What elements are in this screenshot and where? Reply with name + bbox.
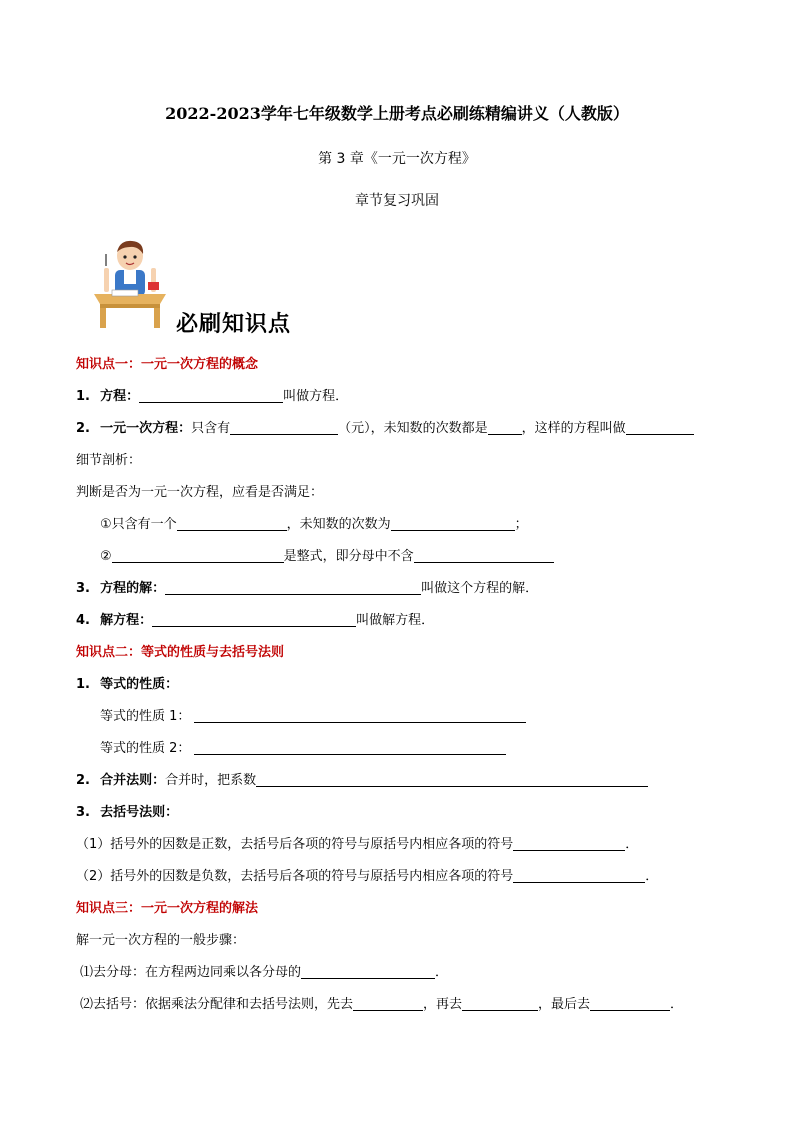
fill-blank[interactable] [353,996,423,1011]
fill-blank[interactable] [488,420,522,435]
item-text: ，这样的方程叫做 [521,421,626,436]
item-text: 等式的性质 2： [100,741,191,756]
judge-text: 判断是否为一元一次方程，应看是否满足： [76,485,324,500]
chapter-title: 第 3 章《一元一次方程》 [318,151,476,167]
item-label: 方程的解： [100,581,166,596]
item-text: ⑴去分母：在方程两边同乘以各分母的 [80,965,302,980]
fill-blank[interactable] [513,868,645,883]
item-text: ． [670,997,684,1012]
detail-heading: 细节剖析： [76,453,142,468]
section-heading-2: 知识点二：等式的性质与去括号法则 [76,645,285,660]
fill-blank[interactable] [112,548,284,563]
list-item [76,580,538,598]
item-label: 方程： [100,389,140,404]
rule-1 [76,836,638,854]
item-label: 一元一次方程： [100,421,192,436]
fill-blank[interactable] [414,548,554,563]
item-text: ，再去 [423,997,463,1012]
item-label: 解方程： [100,613,153,628]
item-text: ． [625,837,639,852]
list-item [76,388,348,406]
fill-blank[interactable] [513,836,625,851]
item-text: ⑵去括号：依据乘法分配律和去括号法则，先去 [80,997,354,1012]
step-2 [80,996,683,1014]
section-heading-1: 知识点一：一元一次方程的概念 [76,357,259,372]
item-text: 是整式，即分母中不含 [283,549,414,564]
step-1 [80,964,448,982]
fill-blank[interactable] [590,996,670,1011]
fill-blank[interactable] [230,420,338,435]
list-item [76,420,694,438]
section-subtitle: 章节复习巩固 [355,193,439,209]
fill-blank[interactable] [301,964,435,979]
document-title: 2022-2023学年七年级数学上册考点必刷练精编讲义（人教版） [165,104,629,123]
fill-blank[interactable] [256,772,648,787]
condition-1 [100,516,528,534]
item-text: ② [100,549,112,564]
item-text: ，最后去 [538,997,591,1012]
item-text: （2）括号外的因数是负数，去括号后各项的符号与原括号内相应各项的符号 [76,869,514,884]
property-2 [100,740,506,758]
steps-intro: 解一元一次方程的一般步骤： [76,933,246,948]
item-number: 3. [76,581,90,596]
item-number: 1. [76,677,90,692]
fill-blank[interactable] [194,740,506,755]
item-label: 等式的性质： [100,677,179,692]
condition-2 [100,548,554,566]
fill-blank[interactable] [626,420,694,435]
fill-blank[interactable] [165,580,421,595]
item-label: 去括号法则： [100,805,179,820]
fill-blank[interactable] [194,708,526,723]
item-text: 叫做方程． [283,389,349,404]
item-number: 2. [76,773,90,788]
item-text: 叫做解方程． [356,613,435,628]
item-number: 1. [76,389,90,404]
item-text: 叫做这个方程的解． [421,581,539,596]
item-number: 2. [76,421,90,436]
item-text: 只含有 [191,421,231,436]
item-label: 合并法则： [100,773,166,788]
student-at-desk-illustration [90,238,170,330]
list-item [76,612,434,630]
item-text: 合并时，把系数 [165,773,257,788]
item-text: ，未知数的次数为 [286,517,391,532]
fill-blank[interactable] [152,612,356,627]
list-item [76,676,178,694]
item-text: ． [645,869,659,884]
item-text: 等式的性质 1： [100,709,191,724]
item-text: （1）括号外的因数是正数，去括号后各项的符号与原括号内相应各项的符号 [76,837,514,852]
list-item [76,772,648,790]
property-1 [100,708,526,726]
item-text: ； [514,517,528,532]
item-text: ①只含有一个 [100,517,177,532]
rule-2 [76,868,658,886]
item-text: （元），未知数的次数都是 [338,421,488,436]
fill-blank[interactable] [391,516,515,531]
item-number: 4. [76,613,90,628]
item-number: 3. [76,805,90,820]
section-heading-3: 知识点三：一元一次方程的解法 [76,901,259,916]
fill-blank[interactable] [177,516,287,531]
list-item [76,804,178,822]
fill-blank[interactable] [139,388,283,403]
fill-blank[interactable] [462,996,538,1011]
item-text: ． [435,965,449,980]
banner-label: 必刷知识点 [176,311,292,337]
